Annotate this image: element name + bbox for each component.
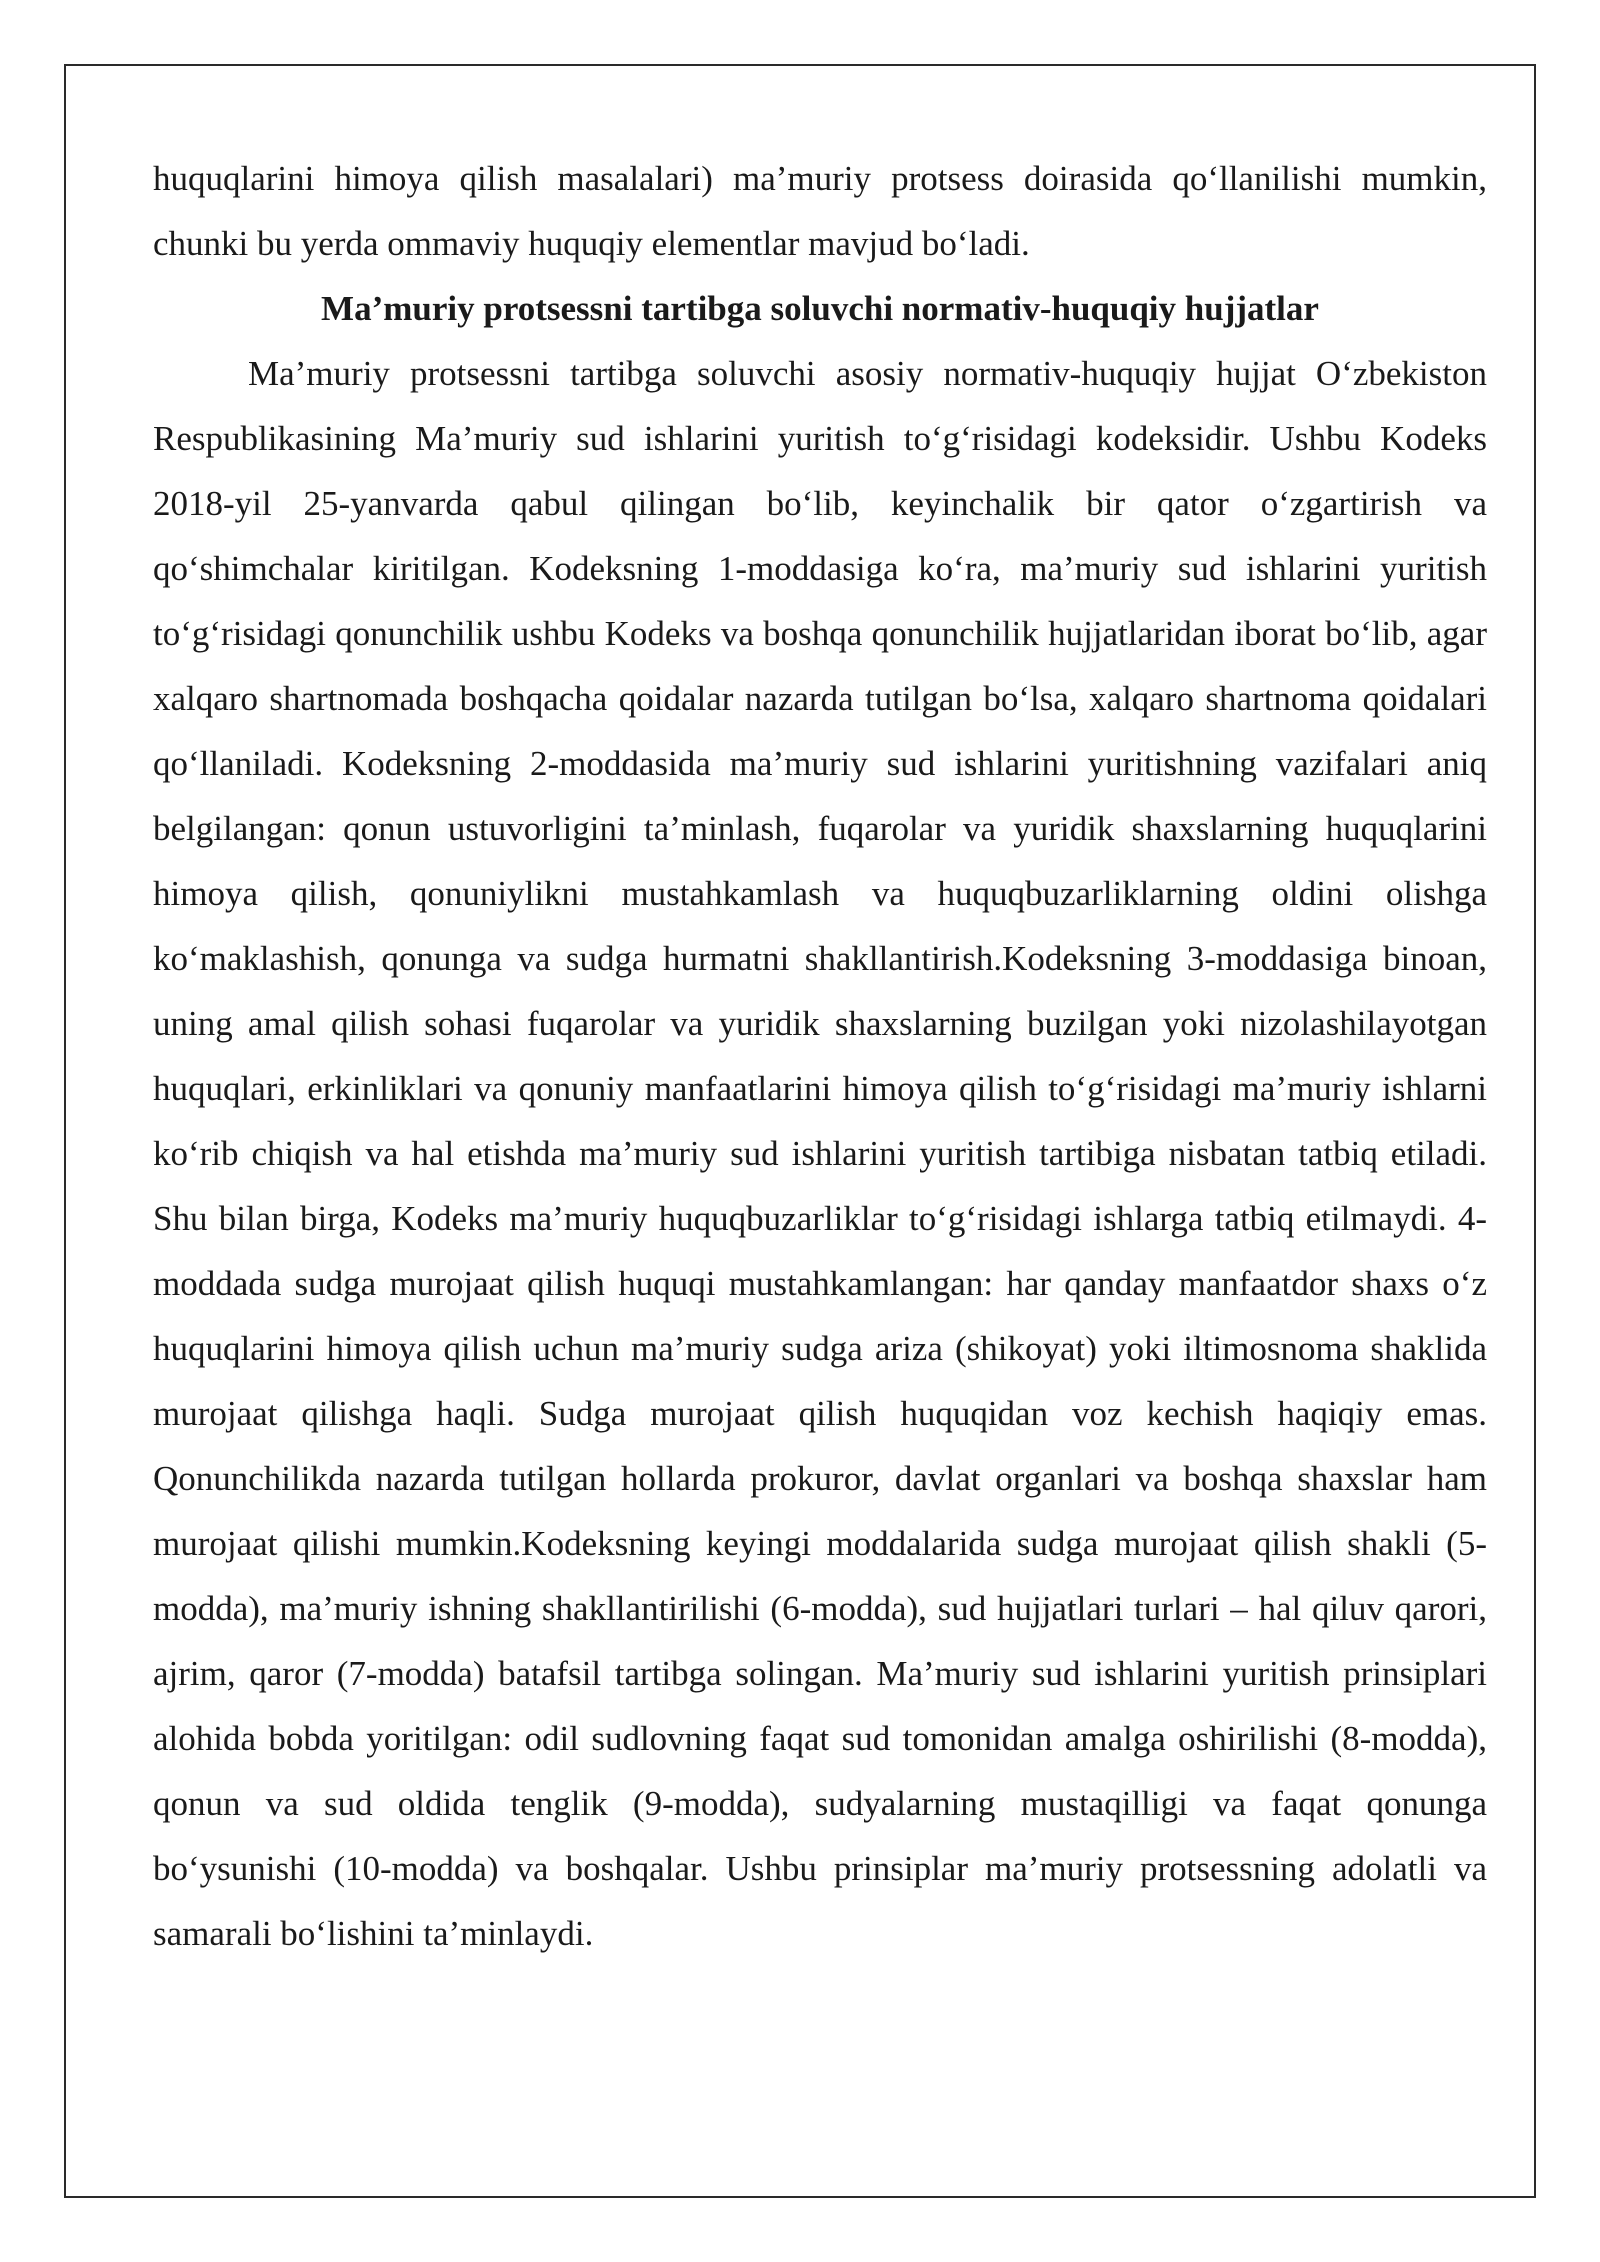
- document-body: [153, 146, 1487, 1966]
- main-paragraph: Ma’muriy protsessni tartibga soluvchi asosiy normativ-huquqiy hujjat O‘zbekiston Respublikasining Ma’muriy sud ishlarini yuritish to‘g‘risidagi kodeksidir. Ushbu Kodeks 2018-yil 25-yanvarda qabul qilingan bo‘lib, keyinchalik bir qator o‘zgartirish va qo‘shimchalar kiritilgan. Kodeksning 1-moddasiga ko‘ra, ma’muriy sud ishlarini yuritish to‘g‘risidagi qonunchilik ushbu Kodeks va boshqa qonunchilik hujjatlaridan iborat bo‘lib, agar xalqaro shartnomada boshqacha qoidalar nazarda tutilgan bo‘lsa, xalqaro shartnoma qoidalari qo‘llaniladi. Kodeksning 2-moddasida ma’muriy sud ishlarini yuritishning vazifalari aniq belgilangan: qonun ustuvorligini ta’minlash, fuqarolar va yuridik shaxslarning huquqlarini himoya qilish, qonuniylikni mustahkamlash va huquqbuzarliklarning oldini olishga ko‘maklashish, qonunga va sudga hurmatni shakllantirish.Kodeksning 3-moddasiga binoan, uning amal qilish sohasi fuqarolar va yuridik shaxslarning buzilgan yoki nizolashilayotgan huquqlari, erkinliklari va qonuniy manfaatlarini himoya qilish to‘g‘risidagi ma’muriy ishlarni ko‘rib chiqish va hal etishda ma’muriy sud ishlarini yuritish tartibiga nisbatan tatbiq etiladi. Shu bilan birga, Kodeks ma’muriy huquqbuzarliklar to‘g‘risidagi ishlarga tatbiq etilmaydi. 4-moddada sudga murojaat qilish huquqi mustahkamlangan: har qanday manfaatdor shaxs o‘z huquqlarini himoya qilish uchun ma’muriy sudga ariza (shikoyat) yoki iltimosnoma shaklida murojaat qilishga haqli. Sudga murojaat qilish huquqidan voz kechish haqiqiy emas. Qonunchilikda nazarda tutilgan hollarda prokuror, davlat organlari va boshqa shaxslar ham murojaat qilishi mumkin.Kodeksning keyingi moddalarida sudga murojaat qilish shakli (5-modda), ma’muriy ishning shakllantirilishi (6-modda), sud hujjatlari turlari – hal qiluv qarori, ajrim, qaror (7-modda) batafsil tartibga solingan. Ma’muriy sud ishlarini yuritish prinsiplari alohida bobda yoritilgan: odil sudlovning faqat sud tomonidan amalga oshirilishi (8-modda), qonun va sud oldida tenglik (9-modda), sudyalarning mustaqilligi va faqat qonunga bo‘ysunishi (10-modda) va boshqalar. Ushbu prinsiplar ma’muriy protsessning adolatli va samarali bo‘lishini ta’minlaydi.: [153, 354, 1487, 1953]
- continued-paragraph: huquqlarini himoya qilish masalalari) ma’muriy protsess doirasida qo‘llanilishi mumkin, chunki bu yerda ommaviy huquqiy elementlar mavjud bo‘ladi.: [153, 159, 1487, 263]
- section-heading: Ma’muriy protsessni tartibga soluvchi normativ-huquqiy hujjatlar: [321, 289, 1319, 328]
